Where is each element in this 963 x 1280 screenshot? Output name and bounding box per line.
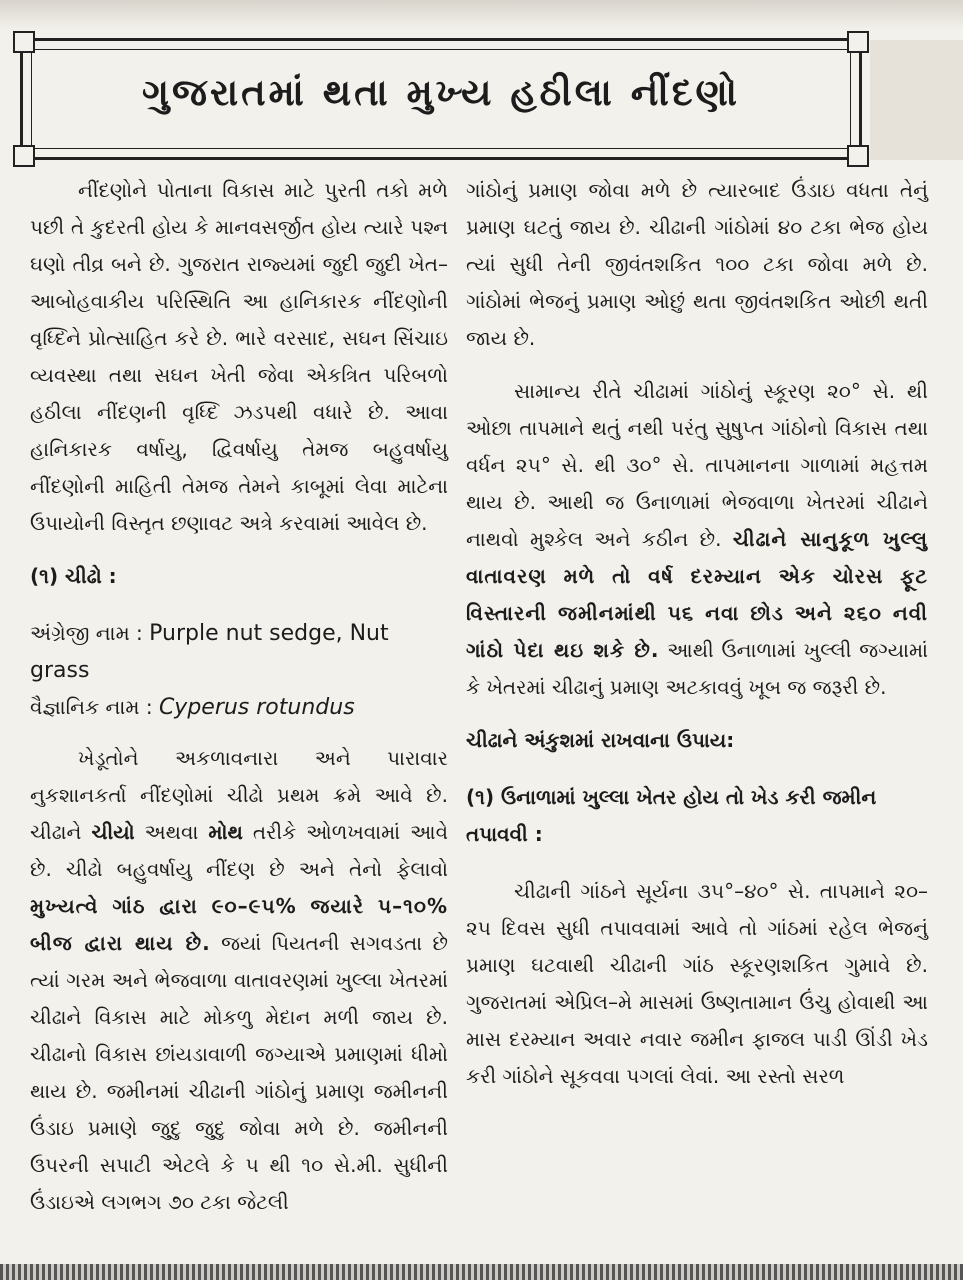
- text-run: ખેડૂતોને અકળાવનારા અને પારાવાર નુકશાનકર્તા નીંદણોમાં ચીઢો પ્રથમ ક્રમે આવે છે. ચીઢાને: [30, 746, 448, 844]
- text-run: સામાન્ય રીતે ચીઢામાં ગાંઠોનું સ્કૂરણ ૨૦° સે. થી ઓછા તાપમાને થતું નથી પરંતુ સુષુપ્ત ગાંઠોનો વિકાસ તથા વર્ધન ૨૫° સે. થી ૩૦° સે. તાપમાનના ગાળામાં મહત્તમ થાય છે. આથી જ ઉનાળામાં ભેજવાળા ખેતરમાં ચીઢાને નાથવો મુશ્કેલ અને કઠીન છે.: [466, 379, 928, 551]
- text-run: તરીકે ઓળખવામાં આવે છે. ચીઢો બહુવર્ષાયુ નીંદણ છે અને તેનો ફેલાવો: [30, 820, 449, 881]
- solarization-paragraph: ચીઢાની ગાંઠને સૂર્યના ૩૫°–૪૦° સે. તાપમાને ૨૦–૨૫ દિવસ સુધી તપાવવામાં આવે તો ગાંઠમાં રહેલ ભેજનું પ્રમાણ ઘટવાથી ચીઢાની ગાંઠ સ્કૂરણશકિત ગુમાવે છે. ગુજરાતમાં એપ્રિલ–મે માસમાં ઉષ્ણતામાન ઉંચુ હોવાથી આ માસ દરમ્યાન અવાર નવાર જમીન ફાજલ પાડી ઊંડી ખેડ કરી ગાંઠોને સૂકવવા પગલાં લેવાં. આ રસ્તો સરળ: [466, 879, 928, 1088]
- continued-paragraph: ગાંઠોનું પ્રમાણ જોવા મળે છે ત્યારબાદ ઉંડાઇ વધતા તેનું પ્રમાણ ઘટતું જાય છે. ચીઢાની ગાંઠોમાં ૪૦ ટકા ભેજ હોય ત્યાં સુધી તેની જીવંતશકિત ૧૦૦ ટકા જોવા મળે છે. ગાંઠોમાં ભેજનું પ્રમાણ ઓછું થતા જીવંતશકિત ઓછી થતી જાય છે.: [466, 178, 928, 350]
- germination-paragraph: [466, 373, 928, 706]
- scientific-name-label: વૈજ્ઞાનિક નામ :: [30, 695, 153, 719]
- text-run: અથવા: [144, 820, 199, 844]
- left-column: [30, 172, 448, 1237]
- description-paragraph: [30, 740, 448, 1221]
- corner-ornament: [13, 31, 35, 53]
- control-heading: ચીઢાને અંકુશમાં રાખવાના ઉપાય:: [466, 728, 735, 752]
- page-edge-bottom: [0, 1264, 963, 1280]
- adjacent-page-strip: [870, 40, 963, 160]
- intro-paragraph: નીંદણોને પોતાના વિકાસ માટે પુરતી તકો મળે પછી તે કુદરતી હોય કે માનવસર્જીત હોય ત્યારે પશ્ન ઘણો તીવ્ર બને છે. ગુજરાત રાજ્યમાં જુદી જુદી ખેત–આબોહવાકીય પરિસ્થિતિ આ હાનિકારક નીંદણોની વૃધ્દિને પ્રોત્સાહિત કરે છે. ભારે વરસાદ, સઘન સિંચાઇ વ્યવસ્થા તથા સઘન ખેતી જેવા એકત્રિત પરિબળો હઠીલા નીંદણની વૃધ્દિ ઝડપથી વધારે છે. આવા હાનિકારક વર્ષાયુ, દ્વિવર્ષાયુ તેમજ બહુવર્ષાયુ નીંદણોની માહિતી તેમજ તેમને કાબૂમાં લેવા માટેના ઉપાયોની વિસ્તૃત છણાવટ અત્રે કરવામાં આવેલ છે.: [30, 178, 448, 535]
- english-name-label: અંગ્રેજી નામ :: [30, 621, 143, 645]
- bold-sentence: મુખ્યત્વે ગાંઠ દ્વારા ૯૦–૯૫% જયારે ૫–૧૦% બીજ દ્વારા થાય છે.: [30, 894, 448, 955]
- text-run: જયાં પિયતની સગવડતા છે ત્યાં ગરમ અને ભેજવાળા વાતાવરણમાં ખુલ્લા ખેતરમાં ચીઢાને વિકાસ માટે મોકળુ મેદાન મળી જાય છે. ચીઢાનો વિકાસ છાંયડાવાળી જગ્યાએ પ્રમાણમાં ધીમો થાય છે. જમીનમાં ચીઢાની ગાંઠોનું પ્રમાણ જમીનની ઉંડાઇ પ્રમાણે જુદુ જુદુ જોવા મળે છે. જમીનની ઉપરની સપાટી એટલે કે ૫ થી ૧૦ સે.મી. સુધીની ઉંડાઇએ લગભગ ૭૦ ટકા જેટલી: [30, 931, 448, 1214]
- corner-ornament: [13, 145, 35, 167]
- title-frame: [20, 38, 862, 160]
- subsection-heading: (૧) ઉનાળામાં ખુલ્લા ખેતર હોય તો ખેડ કરી જમીન તપાવવી :: [466, 785, 877, 846]
- page-title: ગુજરાતમાં થતા મુખ્ય હઠીલા નીંદણો: [141, 71, 741, 114]
- corner-ornament: [847, 31, 869, 53]
- section-heading-chidho: (૧) ચીઢો :: [30, 564, 117, 588]
- corner-ornament: [847, 145, 869, 167]
- english-name-line: [30, 615, 448, 689]
- right-column: [466, 172, 928, 1111]
- scientific-name-line: [30, 689, 448, 726]
- bold-sentence: ચીઢાને સાનુકૂળ ખુલ્લુ વાતાવરણ મળે તો વર્ષ દરમ્યાન એક ચોરસ ફૂટ વિસ્તારની જમીનમાંથી ૫૬ નવા છોડ અને ૨૬૦ નવી ગાંઠો પેદા થઇ શકે છે.: [466, 527, 929, 662]
- page-edge-top: [0, 0, 963, 30]
- english-name-value: Purple nut sedge, Nut grass: [30, 621, 389, 683]
- bold-term: મોથ: [208, 820, 243, 844]
- bold-term: ચીયો: [91, 820, 135, 844]
- scientific-name-value: Cyperus rotundus: [158, 695, 355, 720]
- text-run: આથી ઉનાળામાં ખુલ્લી જગ્યામાં કે ખેતરમાં ચીઢાનું પ્રમાણ અટકાવવું ખૂબ જ જરૂરી છે.: [466, 638, 929, 699]
